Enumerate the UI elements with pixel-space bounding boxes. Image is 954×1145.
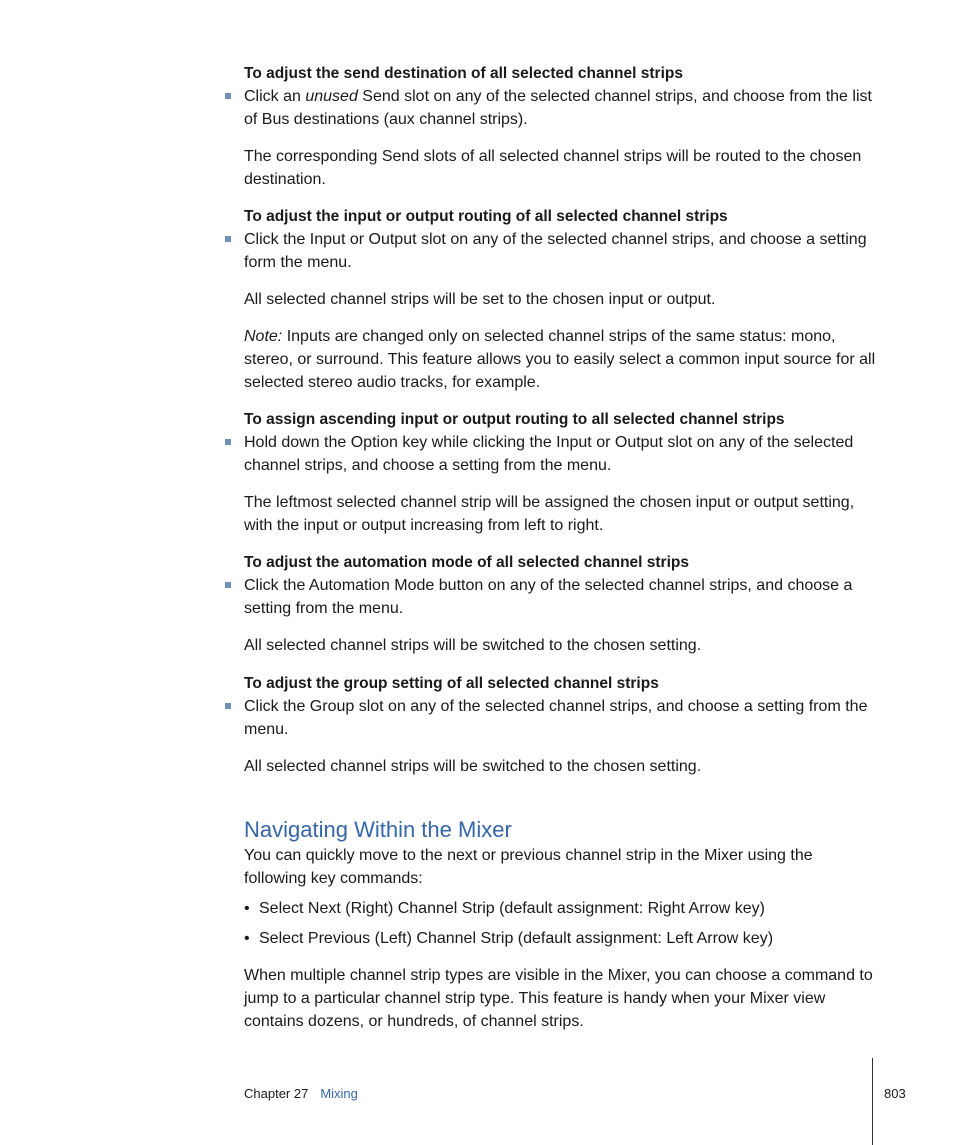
square-bullet-icon <box>225 703 231 709</box>
task-heading: To adjust the group setting of all selected channel strips <box>244 675 659 692</box>
task-heading: To adjust the send destination of all selected channel strips <box>244 65 683 82</box>
task-step: Click the Input or Output slot on any of the selected channel strips, and choose a setting form the menu. <box>244 228 879 274</box>
task-result: All selected channel strips will be set to the chosen input or output. <box>244 291 716 308</box>
section-title: Navigating Within the Mixer <box>244 817 512 842</box>
section-closing: When multiple channel strip types are visible in the Mixer, you can choose a command to jump to a particular channel strip type. This feature is handy when your Mixer view contains dozens, or hundreds, of channel strips. <box>244 967 873 1030</box>
task-heading: To adjust the input or output routing of all selected channel strips <box>244 208 728 225</box>
footer-chapter: Chapter 27 <box>244 1086 309 1101</box>
list-item: • Select Previous (Left) Channel Strip (default assignment: Left Arrow key) <box>244 927 879 950</box>
task-step: Click an unused Send slot on any of the selected channel strips, and choose from the list of Bus destinations (aux channel strips). <box>244 85 879 131</box>
task-result: All selected channel strips will be switched to the chosen setting. <box>244 637 702 654</box>
square-bullet-icon <box>225 93 231 99</box>
square-bullet-icon <box>225 582 231 588</box>
task-step: Click the Automation Mode button on any of the selected channel strips, and choose a setting from the menu. <box>244 574 879 620</box>
dot-bullet-icon: • <box>244 930 250 947</box>
task-heading: To assign ascending input or output routing to all selected channel strips <box>244 411 785 428</box>
page-number: 803 <box>884 1086 906 1101</box>
dot-bullet-icon: • <box>244 900 250 917</box>
page-content <box>244 62 879 1033</box>
footer-divider <box>872 1058 873 1145</box>
footer-section: Mixing <box>320 1086 358 1101</box>
task-result: The leftmost selected channel strip will be assigned the chosen input or output setting, with the input or output increasing from left to right. <box>244 494 855 534</box>
task-step: Click the Group slot on any of the selected channel strips, and choose a setting from the menu. <box>244 695 879 741</box>
note: Note: Inputs are changed only on selected channel strips of the same status: mono, stereo, or surround. This feature allows you to easily select a common input source for all selected stereo audio tracks, for example. <box>244 328 876 391</box>
note-label: Note: <box>244 328 283 345</box>
square-bullet-icon <box>225 236 231 242</box>
section-intro: You can quickly move to the next or previous channel strip in the Mixer using the following key commands: <box>244 847 813 887</box>
list-item: • Select Next (Right) Channel Strip (default assignment: Right Arrow key) <box>244 897 879 920</box>
task-heading: To adjust the automation mode of all selected channel strips <box>244 554 689 571</box>
task-step: Hold down the Option key while clicking the Input or Output slot on any of the selected channel strips, and choose a setting from the menu. <box>244 431 879 477</box>
page-footer <box>244 1086 358 1101</box>
task-result: The corresponding Send slots of all selected channel strips will be routed to the chosen destination. <box>244 148 862 188</box>
square-bullet-icon <box>225 439 231 445</box>
task-result: All selected channel strips will be switched to the chosen setting. <box>244 758 702 775</box>
